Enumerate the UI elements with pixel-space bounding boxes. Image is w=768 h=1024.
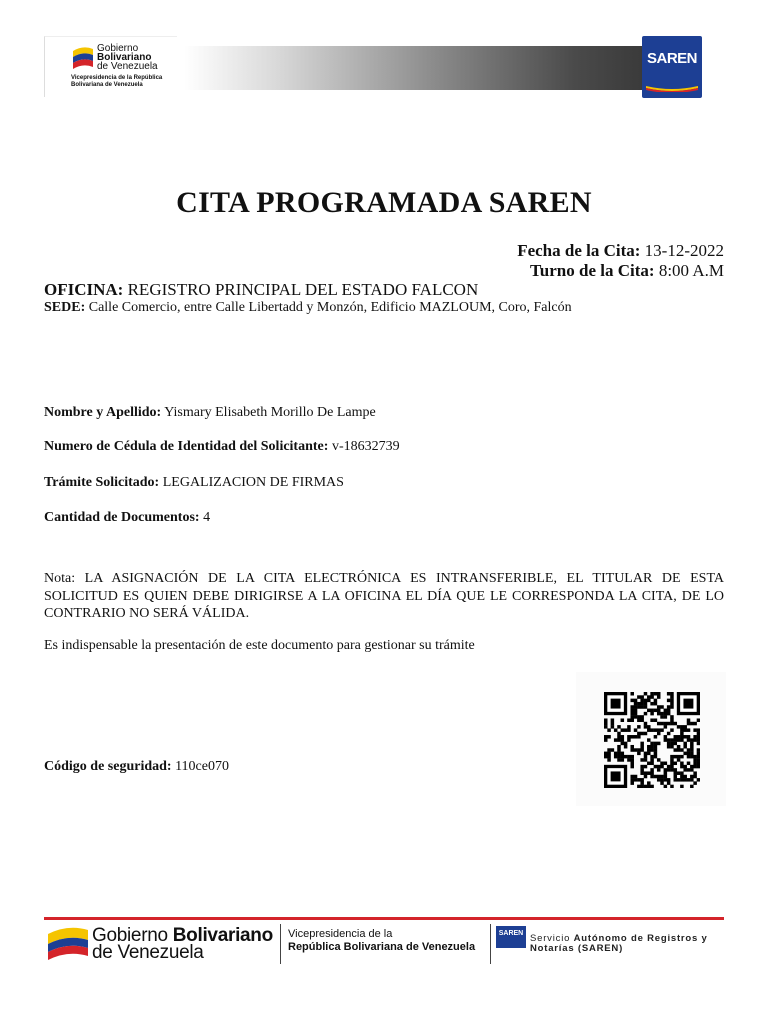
codigo-value: 110ce070 <box>175 759 229 774</box>
sede-value: Calle Comercio, entre Calle Libertadd y Monzón, Edificio MAZLOUM, Coro, Falcón <box>88 300 572 315</box>
oficina <box>44 280 478 300</box>
qr-code-area <box>576 672 726 806</box>
fecha-cita <box>517 241 724 261</box>
gobierno-logo-subtitle <box>71 75 177 89</box>
turno-cita <box>530 261 724 281</box>
oficina-label: OFICINA: <box>44 280 124 299</box>
footer-servicio-text <box>530 934 708 954</box>
gov-logo-line3: de Venezuela <box>97 61 158 72</box>
gov-logo-line1: Gobierno <box>97 43 139 54</box>
footer-saren-logo: SAREN <box>496 926 526 948</box>
codigo-label: Código de seguridad: <box>44 759 172 774</box>
codigo-seguridad <box>44 759 229 775</box>
header-banner <box>44 36 704 96</box>
footer-gob-line2: de Venezuela <box>92 942 204 963</box>
cantidad-field <box>44 510 210 526</box>
venezuela-flag-icon <box>71 43 95 71</box>
gov-logo-sub2: Bolivariana de Venezuela <box>71 82 143 88</box>
cantidad-value: 4 <box>203 510 211 525</box>
footer-vice-line2: República Bolivariana de Venezuela <box>288 941 476 953</box>
footer-vice-line1: Vicepresidencia de la <box>288 928 393 940</box>
flag-stripe-icon <box>646 84 698 92</box>
gov-logo-line2: Bolivariano <box>97 52 152 63</box>
footer-gob-bold: Bolivariano <box>172 925 273 946</box>
fecha-label: Fecha de la Cita: <box>517 241 641 260</box>
gobierno-logo-text <box>97 44 177 71</box>
footer-divider <box>44 917 724 920</box>
footer-gobierno-text <box>92 927 273 961</box>
footer-gob-regular: Gobierno <box>92 925 173 946</box>
fecha-value: 13-12-2022 <box>644 241 724 260</box>
indispensable-text: Es indispensable la presentación de este documento para gestionar su trámite <box>44 638 475 653</box>
footer-vicepresidencia <box>288 928 475 954</box>
nombre-field <box>44 405 376 421</box>
sede <box>44 300 572 316</box>
turno-value: 8:00 A.M <box>658 261 724 280</box>
nombre-value: Yismary Elisabeth Morillo De Lampe <box>164 405 376 420</box>
turno-label: Turno de la Cita: <box>530 261 655 280</box>
page-title: CITA PROGRAMADA SAREN <box>176 186 592 219</box>
gobierno-logo <box>44 36 177 97</box>
sede-label: SEDE: <box>44 300 86 315</box>
saren-logo <box>642 36 702 98</box>
cantidad-label: Cantidad de Documentos: <box>44 510 200 525</box>
gov-logo-sub1: Vicepresidencia de la República <box>71 75 163 81</box>
nombre-label: Nombre y Apellido: <box>44 405 162 420</box>
nota-paragraph: Nota: LA ASIGNACIÓN DE LA CITA ELECTRÓNICA ES INTRANSFERIBLE, EL TITULAR DE ESTA SOLICITUD ES QUIEN DEBE DIRIGIRSE A LA OFICINA EL DÍA QUE LE CORRESPONDA LA CITA, DE LO CONTRARIO NO SERÁ VÁLIDA. <box>44 571 724 621</box>
footer-separator <box>490 924 491 964</box>
venezuela-flag-icon <box>46 922 90 962</box>
qr-code-icon <box>604 692 700 788</box>
tramite-value: LEGALIZACION DE FIRMAS <box>162 475 344 490</box>
tramite-label: Trámite Solicitado: <box>44 475 160 490</box>
footer-servicio-bold: Autónomo de Registros y <box>573 933 708 944</box>
cedula-value: v-18632739 <box>331 439 400 454</box>
footer-servicio-line2: Notarías (SAREN) <box>530 943 624 954</box>
oficina-value: REGISTRO PRINCIPAL DEL ESTADO FALCON <box>127 280 479 299</box>
cedula-field <box>44 439 400 455</box>
cedula-label: Numero de Cédula de Identidad del Solicitante: <box>44 439 329 454</box>
header-gradient-bar <box>184 46 644 90</box>
footer-separator <box>280 924 281 964</box>
saren-logo-text: SAREN <box>646 50 697 67</box>
footer-servicio-regular: Servicio <box>530 933 574 944</box>
footer <box>44 922 724 966</box>
tramite-field <box>44 475 344 491</box>
